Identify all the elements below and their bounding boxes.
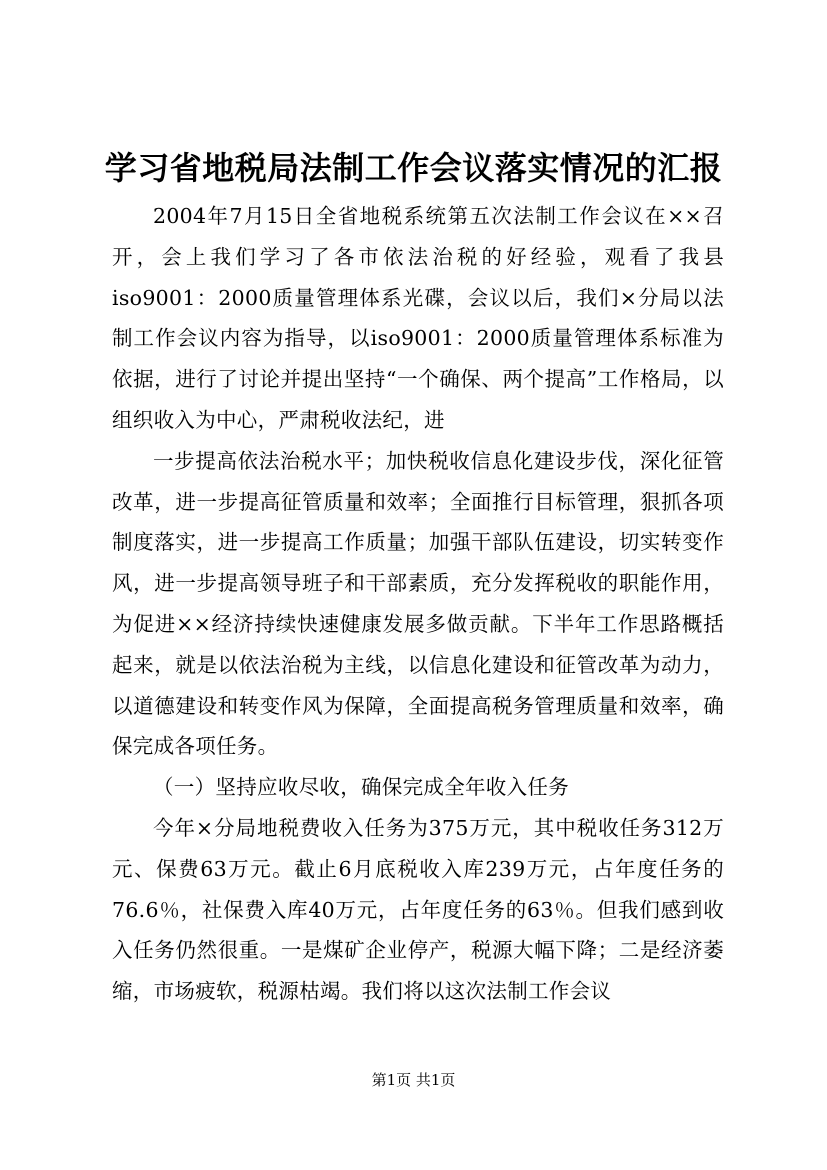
- section-heading: （一）坚持应收尽收，确保完成全年收入任务: [153, 775, 569, 800]
- page-footer: 第1页 共1页: [371, 1071, 456, 1089]
- document-title: 学习省地税局法制工作会议落实情况的汇报: [104, 149, 723, 187]
- paragraph-2: 一步提高依法治税水平；加快税收信息化建设步伐，深化征管改革，进一步提高征管质量和效率；全面推行目标管理，狠抓各项制度落实，进一步提高工作质量；加强干部队伍建设，切实转变作风，进一步提高领导班子和干部素质，充分发挥税收的职能作用，为促进××经济持续快速健康发展多做贡献。下半年工作思路概括起来，就是以依法治税为主线，以信息化建设和征管改革为动力，以道德建设和转变作风为保障，全面提高税务管理质量和效率，确保完成各项任务。: [112, 448, 724, 759]
- document-body: [112, 196, 724, 1012]
- paragraph-1: 2004年7月15日全省地税系统第五次法制工作会议在××召开，会上我们学习了各市依法治税的好经验，观看了我县iso9001：2000质量管理体系光碟，会议以后，我们×分局以法制工作会议内容为指导，以iso9001：2000质量管理体系标准为依据，进行了讨论并提出坚持“一个确保、两个提高”工作格局，以组织收入为中心，严肃税收法纪，进: [112, 204, 724, 432]
- paragraph-3: 今年×分局地税费收入任务为375万元，其中税收任务312万元、保费63万元。截止6月底税收入库239万元，占年度任务的76.6％，社保费入库40万元，占年度任务的63％。但我们感到收入任务仍然很重。一是煤矿企业停产，税源大幅下降；二是经济萎缩，市场疲软，税源枯竭。我们将以这次法制工作会议: [112, 815, 724, 1004]
